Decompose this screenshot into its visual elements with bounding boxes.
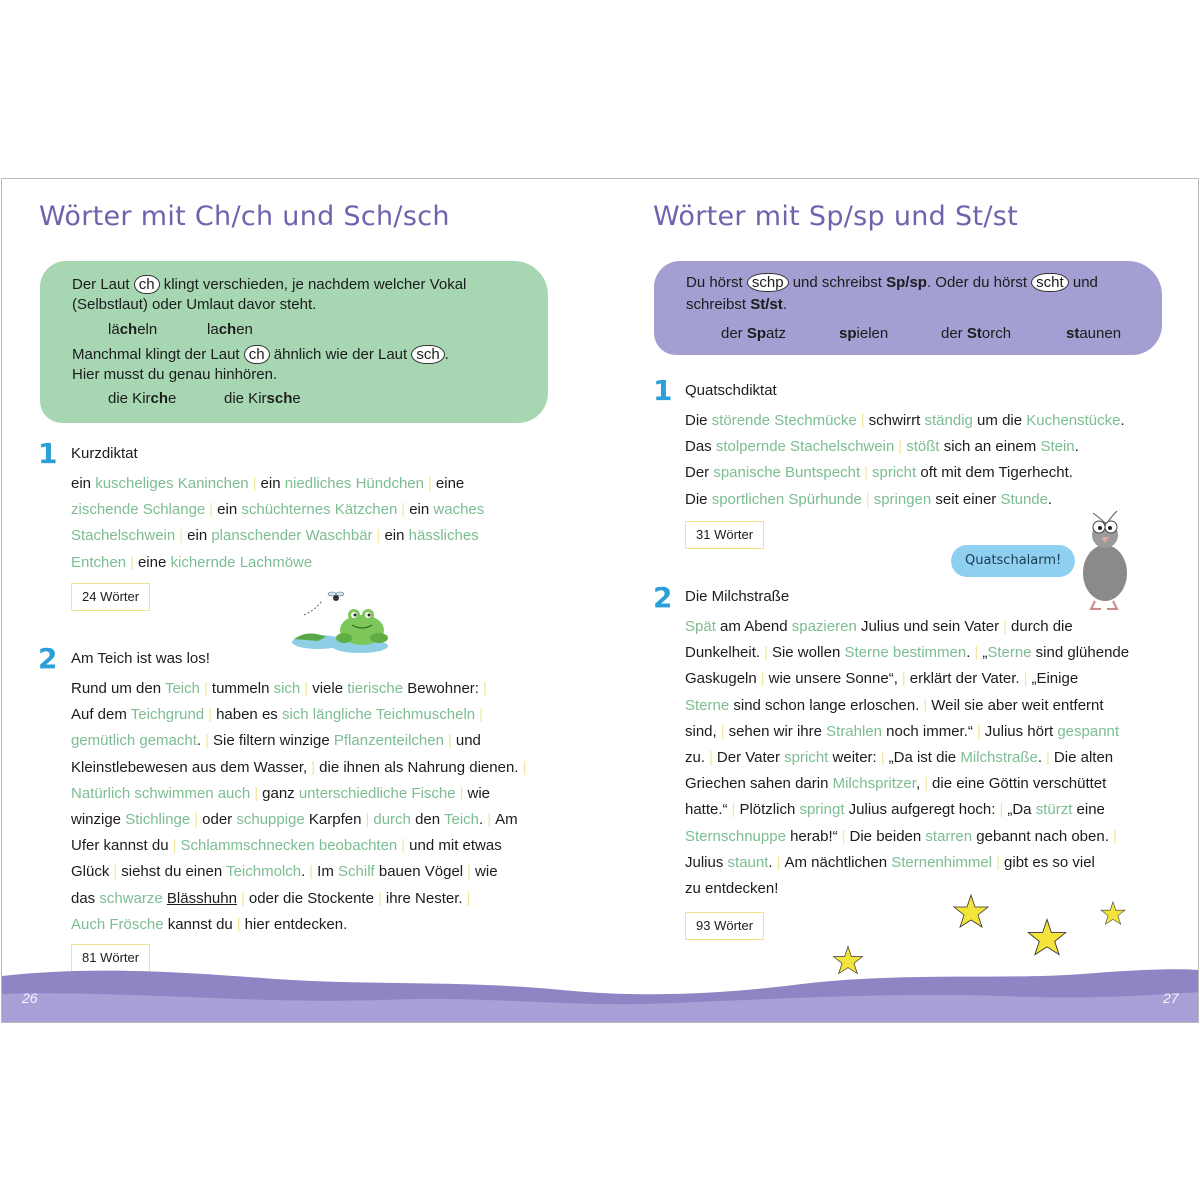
text-line bbox=[685, 745, 1129, 771]
example-word: lächeln bbox=[108, 321, 158, 338]
separator-mark: | bbox=[923, 696, 928, 714]
star-icon bbox=[1099, 899, 1127, 927]
example-word: die Kirsche bbox=[224, 390, 301, 407]
exercise-number: 2 bbox=[653, 581, 673, 614]
separator-mark: | bbox=[880, 749, 885, 767]
highlighted-word: springen bbox=[873, 490, 932, 508]
highlighted-word: sportlichen Spürhunde bbox=[711, 490, 862, 508]
text-segment: wie bbox=[467, 784, 491, 802]
highlighted-word: Entchen bbox=[71, 553, 127, 571]
text-segment: Am bbox=[495, 811, 518, 829]
text-segment: Julius bbox=[685, 853, 728, 871]
exercise-title: Quatschdiktat bbox=[685, 382, 777, 399]
text-segment: ein bbox=[71, 475, 96, 492]
separator-mark: | bbox=[996, 853, 1001, 871]
highlighted-word: schwarze bbox=[99, 889, 163, 907]
highlighted-word: spricht bbox=[784, 749, 829, 767]
exercise-number: 1 bbox=[38, 437, 58, 470]
example-word: staunen bbox=[1066, 325, 1122, 342]
bottom-wave-decoration bbox=[2, 944, 1199, 1023]
text-segment: Gaskugeln bbox=[685, 670, 757, 688]
text-segment: sich an einem bbox=[939, 438, 1041, 456]
text-line bbox=[71, 497, 484, 523]
text-line bbox=[71, 471, 484, 497]
highlighted-word: stolpernde Stachelschwein bbox=[715, 438, 895, 456]
text-segment: Julius aufgeregt hoch: bbox=[844, 801, 996, 819]
text-segment: Sie filtern winzige bbox=[212, 732, 334, 750]
text-segment: . bbox=[1048, 490, 1053, 508]
text-segment: bauen Vögel bbox=[374, 863, 464, 881]
highlighted-word: Sternenhimmel bbox=[891, 853, 993, 871]
text-segment: sehen wir ihre bbox=[728, 722, 827, 740]
highlighted-word: Milchspritzer bbox=[832, 775, 916, 793]
text-segment: Weil sie aber weit entfernt bbox=[931, 696, 1104, 714]
highlighted-word: Milchstraße bbox=[960, 749, 1038, 767]
info-line: Du hörst schp und schreibst Sp/sp. Oder du hörst scht und bbox=[686, 274, 1098, 291]
separator-mark: | bbox=[841, 827, 846, 845]
text-segment: weiter: bbox=[828, 749, 877, 767]
text-segment: . bbox=[966, 644, 971, 662]
text-line bbox=[71, 728, 530, 754]
text-line bbox=[685, 797, 1129, 823]
text-line bbox=[685, 640, 1129, 666]
text-segment: . bbox=[768, 853, 773, 871]
text-line bbox=[71, 523, 484, 549]
exercise-title: Am Teich ist was los! bbox=[71, 650, 210, 667]
highlighted-word: ständig bbox=[924, 412, 973, 429]
separator-mark: | bbox=[924, 775, 929, 793]
text-segment: ein bbox=[409, 501, 434, 519]
text-segment: „Da ist die bbox=[888, 749, 961, 767]
text-segment: Die bbox=[685, 490, 712, 508]
text-segment: durch die bbox=[1011, 618, 1073, 635]
book-spread bbox=[1, 178, 1199, 1023]
info-line: schreibst St/st. bbox=[686, 296, 787, 313]
text-segment: zu entdecken! bbox=[685, 880, 779, 898]
text-line bbox=[71, 755, 530, 781]
separator-mark: | bbox=[487, 811, 492, 829]
text-segment: Im bbox=[317, 863, 339, 881]
separator-mark: | bbox=[1046, 749, 1050, 767]
text-line bbox=[71, 859, 530, 885]
highlighted-word: schuppige bbox=[236, 811, 305, 829]
text-segment: schwirrt bbox=[868, 412, 925, 429]
star-icon bbox=[951, 891, 991, 931]
separator-mark: | bbox=[898, 438, 903, 456]
highlighted-word: Sterne bestimmen bbox=[844, 644, 967, 662]
info-box-sp-st bbox=[654, 261, 1162, 355]
separator-mark: | bbox=[205, 732, 209, 750]
separator-mark: | bbox=[304, 680, 309, 697]
exercise-number: 1 bbox=[653, 374, 673, 407]
text-segment: und bbox=[455, 732, 481, 750]
word-count: 24 Wörter bbox=[71, 583, 150, 611]
text-segment: ein bbox=[384, 527, 409, 545]
text-segment: Griechen sahen darin bbox=[685, 775, 833, 793]
separator-mark: | bbox=[113, 863, 118, 881]
text-line bbox=[71, 886, 530, 912]
text-segment: Auf dem bbox=[71, 706, 131, 724]
separator-mark: | bbox=[864, 464, 869, 482]
text-segment: „ bbox=[982, 644, 988, 662]
text-segment: sind, bbox=[685, 722, 717, 740]
text-line bbox=[685, 850, 1129, 876]
separator-mark: | bbox=[311, 758, 316, 776]
text-line bbox=[685, 824, 1129, 850]
text-segment: sind schon lange erloschen. bbox=[729, 696, 920, 714]
text-line bbox=[685, 487, 1125, 513]
separator-mark: | bbox=[209, 501, 214, 519]
text-line bbox=[71, 807, 530, 833]
separator-mark: | bbox=[999, 801, 1004, 819]
separator-mark: | bbox=[860, 412, 865, 429]
highlighted-word: Sternschnuppe bbox=[685, 827, 786, 845]
text-segment: winzige bbox=[71, 811, 126, 829]
separator-mark: | bbox=[208, 706, 213, 724]
text-segment: viele bbox=[312, 680, 348, 697]
text-segment: das bbox=[71, 889, 100, 907]
text-segment: am Abend bbox=[715, 618, 792, 635]
highlighted-word: Stein bbox=[1040, 438, 1075, 456]
info-line: (Selbstlaut) oder Umlaut davor steht. bbox=[72, 296, 317, 313]
text-segment: Karpfen bbox=[304, 811, 362, 829]
text-line bbox=[71, 833, 530, 859]
text-segment: herab!“ bbox=[785, 827, 838, 845]
separator-mark: | bbox=[172, 837, 177, 855]
text-segment: zu. bbox=[685, 749, 706, 767]
highlighted-word: Teichmolch bbox=[226, 863, 302, 881]
text-line bbox=[685, 719, 1129, 745]
separator-mark: | bbox=[204, 680, 208, 697]
separator-mark: | bbox=[776, 853, 781, 871]
separator-mark: | bbox=[401, 837, 406, 855]
right-page bbox=[601, 179, 1199, 1023]
text-segment: tummeln bbox=[211, 680, 274, 697]
sound-bubble: schp bbox=[747, 273, 789, 292]
text-segment: . bbox=[1120, 412, 1125, 429]
separator-mark: | bbox=[377, 889, 382, 907]
text-segment: Plötzlich bbox=[739, 801, 800, 819]
word-count: 81 Wörter bbox=[71, 944, 150, 972]
text-segment: Der bbox=[685, 464, 714, 482]
highlighted-word: Teichgrund bbox=[130, 706, 205, 724]
text-segment: siehst du einen bbox=[121, 863, 227, 881]
text-segment: oft mit dem Tigerhecht. bbox=[916, 464, 1073, 482]
text-line bbox=[71, 781, 530, 807]
highlighted-word: stürzt bbox=[1035, 801, 1073, 819]
text-line bbox=[685, 614, 1129, 640]
text-segment: , bbox=[915, 775, 921, 793]
text-segment: eine bbox=[137, 553, 171, 571]
text-segment: Julius hört bbox=[984, 722, 1058, 740]
highlighted-word: staunt bbox=[727, 853, 769, 871]
text-segment: ein bbox=[187, 527, 212, 545]
separator-mark: | bbox=[401, 501, 406, 519]
highlighted-word: planschender Waschbär bbox=[211, 527, 373, 545]
text-segment: die eine Göttin verschüttet bbox=[932, 775, 1107, 793]
sound-bubble: sch bbox=[411, 345, 444, 364]
text-segment: Ufer kannst du bbox=[71, 837, 169, 855]
highlighted-word: Strahlen bbox=[826, 722, 883, 740]
separator-mark: | bbox=[447, 732, 452, 750]
separator-mark: | bbox=[709, 749, 713, 767]
separator-mark: | bbox=[376, 527, 381, 545]
text-segment: um die bbox=[972, 412, 1027, 429]
text-segment: sind glühende bbox=[1031, 644, 1130, 662]
speech-bubble: Quatschalarm! bbox=[951, 545, 1075, 577]
text-segment: . bbox=[479, 811, 484, 829]
text-segment: „Einige bbox=[1031, 670, 1079, 688]
highlighted-word: gespannt bbox=[1057, 722, 1120, 740]
text-segment: noch immer.“ bbox=[882, 722, 973, 740]
left-page bbox=[2, 179, 600, 1023]
text-segment: „Da bbox=[1007, 801, 1036, 819]
separator-mark: | bbox=[865, 490, 870, 508]
page-number: 26 bbox=[22, 990, 38, 1006]
separator-mark: | bbox=[479, 706, 484, 724]
separator-mark: | bbox=[1023, 670, 1028, 688]
text-segment: den bbox=[410, 811, 444, 829]
text-line bbox=[71, 912, 530, 938]
highlighted-word: niedliches Hündchen bbox=[284, 475, 424, 492]
separator-mark: | bbox=[427, 475, 432, 492]
text-line bbox=[685, 460, 1125, 486]
text-segment: Am nächtlichen bbox=[784, 853, 892, 871]
separator-mark: | bbox=[240, 889, 245, 907]
text-segment: oder bbox=[202, 811, 237, 829]
word-count: 31 Wörter bbox=[685, 521, 764, 549]
text-segment: eine bbox=[435, 475, 465, 492]
separator-mark: | bbox=[901, 670, 906, 688]
text-segment: ihre Nester. bbox=[385, 889, 463, 907]
text-segment: eine bbox=[1072, 801, 1105, 819]
text-segment: gibt es so viel bbox=[1004, 853, 1095, 871]
text-segment: Julius und sein Vater bbox=[856, 618, 1000, 635]
highlighted-word: waches bbox=[433, 501, 485, 519]
highlighted-word: Stachelschwein bbox=[71, 527, 176, 545]
text-segment: die ihnen als Nahrung dienen. bbox=[319, 758, 519, 776]
separator-mark: | bbox=[459, 784, 464, 802]
highlighted-word: sich längliche Teichmuscheln bbox=[281, 706, 476, 724]
info-line: Der Laut ch klingt verschieden, je nachdem welcher Vokal bbox=[72, 276, 467, 293]
text-segment: Rund um den bbox=[71, 680, 165, 697]
underlined-word: Blässhuhn bbox=[166, 889, 237, 907]
text-segment: . bbox=[196, 732, 202, 750]
info-box-ch-sch bbox=[40, 261, 548, 423]
highlighted-word: springt bbox=[799, 801, 845, 819]
text-segment: . bbox=[1074, 438, 1079, 456]
text-segment: ganz bbox=[262, 784, 299, 802]
highlighted-word: Teich bbox=[444, 811, 480, 829]
separator-mark: | bbox=[764, 644, 768, 662]
text-segment: Glück bbox=[71, 863, 110, 881]
dictation-text bbox=[71, 471, 484, 576]
fly-illustration bbox=[302, 591, 346, 617]
separator-mark: | bbox=[309, 863, 314, 881]
highlighted-word: hässliches bbox=[408, 527, 479, 545]
example-word: der Storch bbox=[941, 325, 1012, 342]
highlighted-word: störende Stechmücke bbox=[711, 412, 857, 429]
separator-mark: | bbox=[130, 553, 134, 571]
highlighted-word: starren bbox=[925, 827, 973, 845]
text-segment: Die bbox=[685, 412, 712, 429]
text-segment: wie bbox=[475, 863, 498, 881]
highlighted-word: Natürlich schwimmen auch bbox=[71, 784, 251, 802]
info-line: Hier musst du genau hinhören. bbox=[72, 366, 278, 383]
highlighted-word: Schilf bbox=[338, 863, 375, 881]
highlighted-word: spanische Buntspecht bbox=[713, 464, 861, 482]
highlighted-word: unterschiedliche Fische bbox=[298, 784, 456, 802]
text-segment: Dunkelheit. bbox=[685, 644, 761, 662]
example-word: lachen bbox=[207, 321, 253, 338]
text-segment: haben es bbox=[216, 706, 282, 724]
separator-mark: | bbox=[976, 722, 981, 740]
separator-mark: | bbox=[482, 680, 487, 697]
highlighted-word: schüchternes Kätzchen bbox=[241, 501, 398, 519]
sound-bubble: scht bbox=[1031, 273, 1069, 292]
separator-mark: | bbox=[466, 889, 471, 907]
text-line bbox=[685, 666, 1129, 692]
text-line bbox=[71, 550, 484, 576]
text-segment: Der Vater bbox=[716, 749, 785, 767]
text-line bbox=[685, 876, 1129, 902]
separator-mark: | bbox=[720, 722, 725, 740]
separator-mark: | bbox=[974, 644, 979, 662]
example-word: der Spatz bbox=[721, 325, 787, 342]
text-segment: seit einer bbox=[931, 490, 1001, 508]
text-segment: gebannt nach oben. bbox=[972, 827, 1109, 845]
sound-bubble: ch bbox=[134, 275, 160, 294]
example-word: spielen bbox=[839, 325, 889, 342]
highlighted-word: spazieren bbox=[791, 618, 857, 635]
text-line bbox=[71, 702, 530, 728]
text-segment: hier entdecken. bbox=[244, 915, 348, 933]
separator-mark: | bbox=[236, 915, 241, 933]
text-line bbox=[685, 434, 1125, 460]
text-segment: ein bbox=[260, 475, 285, 492]
highlighted-word: Stunde bbox=[1000, 490, 1048, 508]
highlighted-word: Auch Frösche bbox=[71, 915, 164, 933]
highlighted-word: kichernde Lachmöwe bbox=[170, 553, 313, 571]
text-segment: . bbox=[301, 863, 306, 881]
example-word: die Kirche bbox=[108, 390, 177, 407]
highlighted-word: sich bbox=[273, 680, 301, 697]
highlighted-word: Kuchenstücke bbox=[1026, 412, 1121, 429]
separator-mark: | bbox=[1112, 827, 1117, 845]
text-segment: kannst du bbox=[163, 915, 233, 933]
highlighted-word: Spät bbox=[685, 618, 716, 635]
dictation-text bbox=[685, 408, 1125, 513]
highlighted-word: Pflanzenteilchen bbox=[333, 732, 444, 750]
highlighted-word: Teich bbox=[164, 680, 200, 697]
highlighted-word: kuscheliges Kaninchen bbox=[95, 475, 249, 492]
separator-mark: | bbox=[254, 784, 259, 802]
highlighted-word: spricht bbox=[872, 464, 917, 482]
text-segment: Die beiden bbox=[849, 827, 926, 845]
separator-mark: | bbox=[467, 863, 472, 881]
text-segment: Die alten bbox=[1053, 749, 1114, 767]
highlighted-word: Schlammschnecken beobachten bbox=[180, 837, 398, 855]
text-segment: Sie wollen bbox=[771, 644, 845, 662]
highlighted-word: zischende Schlange bbox=[71, 501, 206, 519]
text-segment: erklärt der Vater. bbox=[909, 670, 1020, 688]
exercise-number: 2 bbox=[38, 642, 58, 675]
text-line bbox=[685, 771, 1129, 797]
separator-mark: | bbox=[365, 811, 370, 829]
text-segment: wie unsere Sonne“, bbox=[768, 670, 898, 688]
exercise-title: Kurzdiktat bbox=[71, 445, 138, 462]
highlighted-word: Stichlinge bbox=[125, 811, 191, 829]
separator-mark: | bbox=[179, 527, 184, 545]
highlighted-word: tierische bbox=[347, 680, 404, 697]
highlighted-word: Sterne bbox=[987, 644, 1032, 662]
text-line bbox=[71, 676, 530, 702]
page-title: Wörter mit Ch/ch und Sch/sch bbox=[39, 201, 450, 232]
separator-mark: | bbox=[1003, 618, 1008, 635]
highlighted-word: Sterne bbox=[685, 696, 730, 714]
exercise-title: Die Milchstraße bbox=[685, 588, 790, 605]
separator-mark: | bbox=[252, 475, 257, 492]
word-count: 93 Wörter bbox=[685, 912, 764, 940]
dictation-text bbox=[685, 614, 1129, 902]
separator-mark: | bbox=[760, 670, 765, 688]
text-segment: und mit etwas bbox=[409, 837, 502, 855]
text-segment: hatte.“ bbox=[685, 801, 728, 819]
highlighted-word: gemütlich gemacht bbox=[71, 732, 197, 750]
text-segment: Kleinstlebewesen aus dem Wasser, bbox=[71, 758, 308, 776]
separator-mark: | bbox=[194, 811, 199, 829]
text-segment: . bbox=[1037, 749, 1043, 767]
text-segment: ein bbox=[217, 501, 242, 519]
highlighted-word: durch bbox=[373, 811, 411, 829]
highlighted-word: stößt bbox=[906, 438, 940, 456]
dictation-text bbox=[71, 676, 530, 938]
page-title: Wörter mit Sp/sp und St/st bbox=[653, 201, 1018, 232]
text-segment: oder die Stockente bbox=[248, 889, 374, 907]
separator-mark: | bbox=[522, 758, 527, 776]
text-line bbox=[685, 693, 1129, 719]
text-segment: Bewohner: bbox=[403, 680, 479, 697]
info-line: Manchmal klingt der Laut ch ähnlich wie der Laut sch . bbox=[72, 346, 449, 363]
page-number: 27 bbox=[1163, 990, 1179, 1006]
text-line bbox=[685, 408, 1125, 434]
sound-bubble: ch bbox=[244, 345, 270, 364]
separator-mark: | bbox=[731, 801, 736, 819]
gray-bird-mascot-illustration bbox=[1079, 507, 1133, 611]
text-segment: Das bbox=[685, 438, 716, 456]
